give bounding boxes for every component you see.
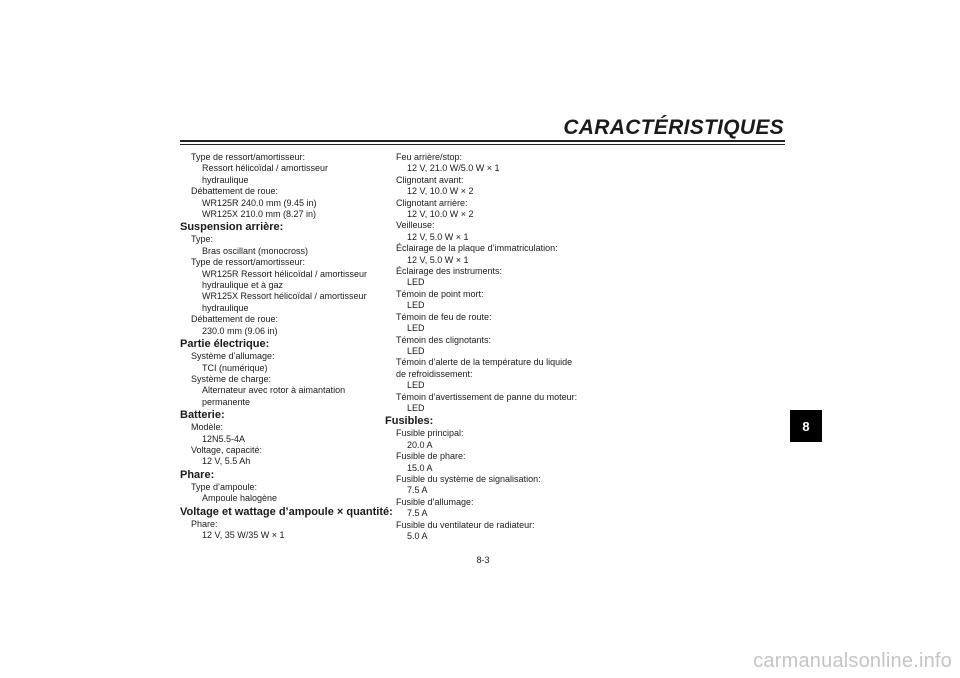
spec-label: Type d’ampoule: xyxy=(191,481,258,492)
spec-value: LED xyxy=(407,402,425,413)
spec-value: LED xyxy=(407,323,425,334)
spec-value: 12 V, 5.0 W × 1 xyxy=(407,254,469,265)
spec-value: LED xyxy=(407,300,425,311)
spec-value: LED xyxy=(407,277,425,288)
spec-label: Veilleuse: xyxy=(396,220,435,231)
spec-label: de refroidissement: xyxy=(396,368,473,379)
spec-value: 12 V, 5.5 Ah xyxy=(202,456,251,467)
spec-label: Type de ressort/amortisseur: xyxy=(191,257,306,268)
spec-column-left xyxy=(180,152,393,541)
section-heading: Voltage et wattage d’ampoule × quantité: xyxy=(180,505,393,518)
chapter-tab: 8 xyxy=(790,410,822,442)
spec-value: 12 V, 10.0 W × 2 xyxy=(407,209,474,220)
section-heading: Partie électrique: xyxy=(180,338,270,351)
page-number: 8-3 xyxy=(476,555,490,565)
spec-label: Témoin de point mort: xyxy=(396,288,484,299)
spec-label: Fusible du ventilateur de radiateur: xyxy=(396,519,535,530)
spec-value: WR125X 210.0 mm (8.27 in) xyxy=(202,209,317,220)
section-heading: Suspension arrière: xyxy=(180,221,284,234)
spec-label: Témoin d’alerte de la température du liquide xyxy=(396,357,573,368)
spec-label: Éclairage de la plaque d’immatriculation: xyxy=(396,243,558,254)
spec-value: 12 V, 5.0 W × 1 xyxy=(407,231,469,242)
page-title: CARACTÉRISTIQUES xyxy=(563,116,784,139)
spec-value: 12N5.5-4A xyxy=(202,433,246,444)
spec-value: WR125R 240.0 mm (9.45 in) xyxy=(202,197,317,208)
spec-label: Type de ressort/amortisseur: xyxy=(191,152,306,162)
spec-value: 7.5 A xyxy=(407,508,428,519)
spec-value: hydraulique et à gaz xyxy=(202,280,284,291)
spec-value: WR125R Ressort hélicoïdal / amortisseur xyxy=(202,268,368,279)
spec-value: LED xyxy=(407,380,425,391)
spec-label: Système d’allumage: xyxy=(191,351,275,362)
section-heading: Batterie: xyxy=(180,409,225,422)
spec-label: Fusible d’allumage: xyxy=(396,496,474,507)
spec-value: 15.0 A xyxy=(407,462,433,473)
spec-label: Type: xyxy=(191,234,214,245)
spec-label: Fusible principal: xyxy=(396,428,464,439)
spec-value: TCI (numérique) xyxy=(202,362,268,373)
spec-label: Clignotant avant: xyxy=(396,174,464,185)
section-heading: Phare: xyxy=(180,468,215,481)
spec-value: 12 V, 10.0 W × 2 xyxy=(407,186,474,197)
spec-value: hydraulique xyxy=(202,302,249,313)
spec-value: 12 V, 35 W/35 W × 1 xyxy=(202,529,285,540)
spec-value: 12 V, 21.0 W/5.0 W × 1 xyxy=(407,163,500,174)
spec-label: Phare: xyxy=(191,518,218,529)
spec-value: Ressort hélicoïdal / amortisseur xyxy=(202,163,329,174)
spec-label: Feu arrière/stop: xyxy=(396,152,463,162)
spec-label: Fusible de phare: xyxy=(396,451,466,462)
spec-value: hydraulique xyxy=(202,174,249,185)
spec-label: Voltage, capacité: xyxy=(191,444,263,455)
spec-value: 20.0 A xyxy=(407,439,433,450)
spec-label: Fusible du système de signalisation: xyxy=(396,473,541,484)
section-heading: Fusibles: xyxy=(385,415,434,428)
spec-value: 5.0 A xyxy=(407,531,428,541)
spec-value: 7.5 A xyxy=(407,485,428,496)
spec-label: Débattement de roue: xyxy=(191,314,279,325)
spec-value: permanente xyxy=(202,396,251,407)
spec-label: Témoin de feu de route: xyxy=(396,311,492,322)
spec-label: Témoin d’avertissement de panne du moteur: xyxy=(396,391,578,402)
spec-value: Alternateur avec rotor à aimantation xyxy=(202,385,346,396)
spec-label: Clignotant arrière: xyxy=(396,197,468,208)
spec-label: Système de charge: xyxy=(191,373,272,384)
spec-value: 230.0 mm (9.06 in) xyxy=(202,325,278,336)
spec-label: Éclairage des instruments: xyxy=(396,266,503,277)
spec-value: LED xyxy=(407,345,425,356)
spec-label: Témoin des clignotants: xyxy=(396,334,492,345)
spec-value: Bras oscillant (monocross) xyxy=(202,245,309,256)
spec-value: WR125X Ressort hélicoïdal / amortisseur xyxy=(202,291,367,302)
spec-label: Débattement de roue: xyxy=(191,186,279,197)
spec-label: Modèle: xyxy=(191,422,224,433)
spec-column-right xyxy=(385,152,600,542)
spec-value: Ampoule halogène xyxy=(202,493,278,504)
watermark-text: carmanualsonline.info xyxy=(753,650,952,672)
header-rule-thin xyxy=(180,144,785,145)
header-rule xyxy=(180,140,785,142)
